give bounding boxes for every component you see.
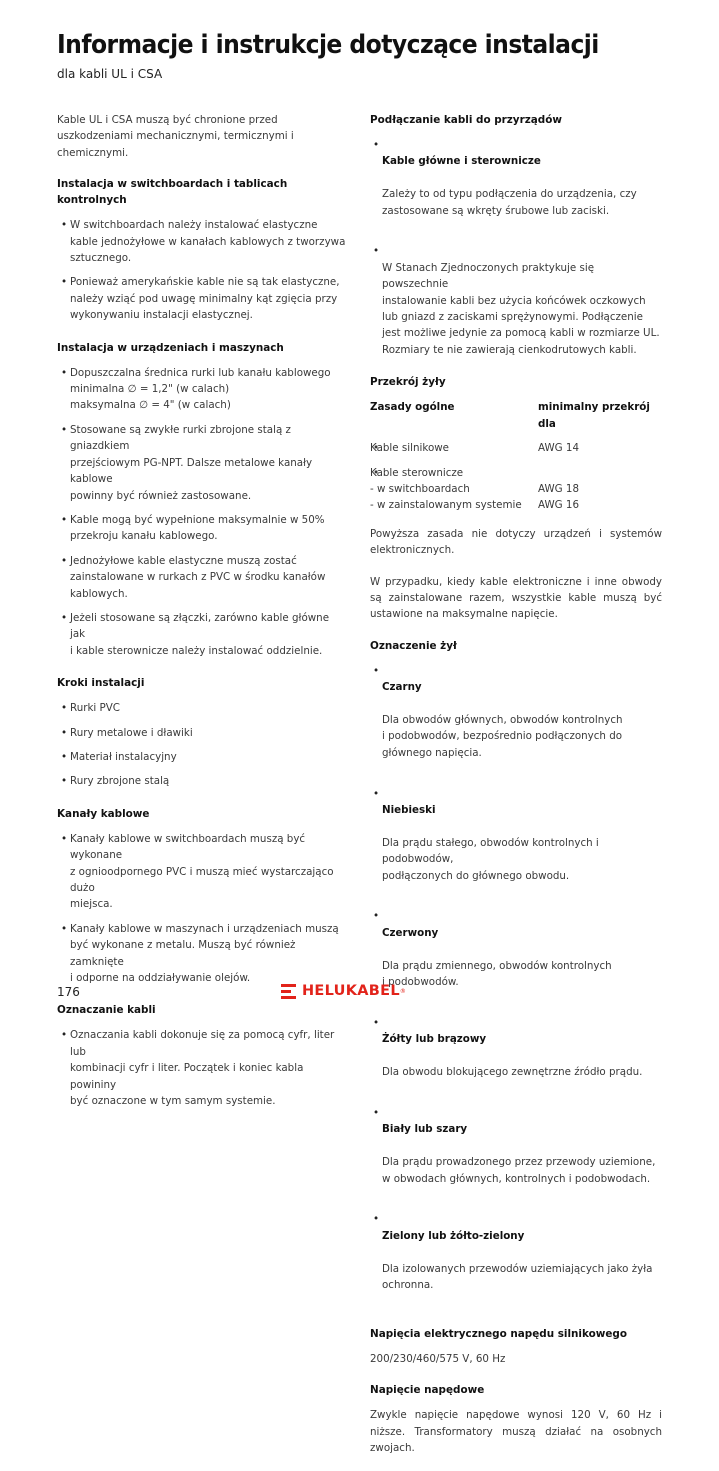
logo-registered-mark: ® (399, 987, 406, 995)
cross-section-table (370, 399, 662, 513)
table-row (370, 457, 662, 465)
item-title: • Kable główne i sterownicze (382, 155, 541, 168)
list-item: • W switchboardach należy instalować elastyczne kable jednożyłowe w kanałach kablowych z tworzywa sztucznego. (57, 217, 347, 266)
item-text: Dla izolowanych przewodów uziemiających jako żyła ochronna. (382, 1262, 653, 1291)
table-row (370, 481, 662, 497)
list-item: • Kable mogą być wypełnione maksymalnie w 50% przekroju kanału kablowego. (57, 512, 347, 545)
item-title: • Czarny (382, 681, 422, 694)
page-title: Informacje i instrukcje dotyczące instalacji (57, 30, 599, 60)
cross-section-note-2: W przypadku, kiedy kable elektroniczne i inne obwody są zainstalowane razem, wszystkie kable muszą być ustawione na maksymalne napięcie. (370, 575, 662, 621)
section-heading-motor-voltage: Napięcia elektrycznego napędu silnikowego (370, 1327, 627, 1340)
section-heading-cross-section: Przekrój żyły (370, 376, 446, 389)
item-title: • Czerwony (382, 926, 439, 939)
cross-section-note-1: Powyższa zasada nie dotyczy urządzeń i systemów elektronicznych. (370, 527, 662, 557)
list-item: • Jeżeli stosowane są złączki, zarówno kable główne jak i kable sterownicze należy instalować oddzielnie. (57, 610, 347, 659)
list-item: • Dopuszczalna średnica rurki lub kanału kablowego minimalna ∅ = 1,2" (w calach) maksymalna ∅ = 4" (w calach) (57, 365, 347, 414)
motor-voltage-text: 200/230/460/575 V, 60 Hz (370, 1352, 506, 1365)
list-item: • Jednożyłowe kable elastyczne muszą zostać zainstalowane w rurkach z PVC w środku kanałów kablowych. (57, 553, 347, 602)
list-switchboards (57, 217, 347, 323)
list-machines (57, 365, 347, 660)
logo-text: HELUKABEL (302, 983, 400, 999)
list-connection (370, 137, 662, 358)
item-text: Zależy to od typu podłączenia do urządzenia, czy zastosowane są wkręty śrubowe lub zaciski. (382, 188, 637, 217)
table-cell: AWG 14 (538, 442, 580, 455)
list-item (370, 1015, 662, 1097)
list-item (370, 137, 662, 235)
table-cell: - w zainstalowanym systemie (370, 499, 522, 512)
list-item (370, 243, 662, 358)
table-header-min-section: minimalny przekrój dla (538, 401, 650, 430)
list-item: • Rury metalowe i dławiki (57, 725, 347, 741)
item-text: Dla obwodu blokującego zewnętrzne źródło prądu. (382, 1066, 643, 1079)
logo-mark-icon (281, 984, 296, 999)
section-heading-connection: Podłączanie kabli do przyrządów (370, 114, 562, 126)
list-wire-colors (370, 663, 662, 1310)
helukabel-logo (281, 983, 406, 999)
table-cell: - w switchboardach (370, 482, 470, 495)
section-heading-cable-ducts: Kanały kablowe (57, 807, 150, 820)
item-text: Dla prądu zmiennego, obwodów kontrolnych i podobwodów. (382, 959, 612, 989)
item-text: Dla prądu prowadzonego przez przewody uziemione, w obwodach głównych, kontrolnych i podobwodach. (382, 1156, 656, 1185)
item-title: • Niebieski (382, 804, 436, 816)
list-item: • Stosowane są zwykłe rurki zbrojone stalą z gniazdkiem przejściowym PG-NPT. Dalsze metalowe kanały kablowe powinny być również zastosowane. (57, 422, 347, 504)
page-subtitle: dla kabli UL i CSA (57, 67, 163, 81)
intro-paragraph: Kable UL i CSA muszą być chronione przed uszkodzeniami mechanicznymi, termicznymi i chemicznymi. (57, 114, 294, 159)
section-heading-install-steps: Kroki instalacji (57, 677, 145, 690)
list-cable-marking (57, 1027, 347, 1109)
item-text: W Stanach Zjednoczonych praktykuje się powszechnie instalowanie kabli bez użycia końcówek oczkowych lub gniazd z zaciskami sprężynowymi. Podłączenie jest możliwe jedynie za pomocą kabli w rozmiarze UL. Rozmiary te nie zawierają cienkodrutowych kabli. (382, 261, 660, 356)
list-item (370, 1211, 662, 1309)
table-cell: AWG 18 (538, 482, 580, 495)
list-item: • Materiał instalacyjny (57, 749, 347, 765)
list-item (370, 1105, 662, 1203)
list-item: • Ponieważ amerykańskie kable nie są tak elastyczne, należy wziąć pod uwagę minimalny kąt zgięcia przy wykonywaniu instalacji elastycznej. (57, 274, 347, 323)
list-item (370, 786, 662, 901)
table-row (370, 497, 662, 513)
list-item (370, 663, 662, 778)
item-title: • Żółty lub brązowy (382, 1033, 487, 1046)
item-title: • Zielony lub żółto-zielony (382, 1229, 525, 1242)
section-heading-wire-marking: Oznaczenie żył (370, 639, 457, 652)
section-heading-switchboards: Instalacja w switchboardach i tablicach kontrolnych (57, 178, 288, 207)
left-column (57, 112, 347, 1125)
list-install-steps (57, 700, 347, 790)
table-row (370, 465, 662, 481)
list-item: • Kanały kablowe w maszynach i urządzeniach muszą być wykonane z metalu. Muszą być również zamknięte i odporne na oddziaływanie olejów. (57, 921, 347, 987)
drive-voltage-text: Zwykle napięcie napędowe wynosi 120 V, 60 Hz i niższe. Transformatory muszą działać na osobnych zwojach. (370, 1409, 662, 1454)
table-cell: • Kable silnikowe (370, 440, 538, 456)
page-number: 176 (57, 985, 80, 999)
table-cell: • Kable sterownicze (370, 465, 538, 481)
section-heading-cable-marking: Oznaczanie kabli (57, 1004, 156, 1017)
item-text: Dla obwodów głównych, obwodów kontrolnych i podobwodów, bezpośrednio podłączonych do głównego napięcia. (382, 713, 623, 759)
table-row (370, 440, 662, 456)
list-item: • Oznaczania kabli dokonuje się za pomocą cyfr, liter lub kombinacji cyfr i liter. Początek i koniec kabla powininy być oznaczone w tym samym systemie. (57, 1027, 347, 1109)
table-header-rules: Zasady ogólne (370, 401, 455, 414)
section-heading-machines: Instalacja w urządzeniach i maszynach (57, 341, 284, 354)
list-item: • Rury zbrojone stalą (57, 773, 347, 789)
table-cell: AWG 16 (538, 499, 580, 512)
list-item (370, 908, 662, 1006)
right-column (370, 112, 662, 1471)
section-heading-drive-voltage: Napięcie napędowe (370, 1384, 485, 1397)
item-text: Dla prądu stałego, obwodów kontrolnych i podobwodów, podłączonych do głównego obwodu. (382, 836, 599, 882)
list-cable-ducts (57, 831, 347, 987)
list-item: • Rurki PVC (57, 700, 347, 716)
list-item: • Kanały kablowe w switchboardach muszą być wykonane z ognioodpornego PVC i muszą mieć wystarczająco dużo miejsca. (57, 831, 347, 913)
item-title: • Biały lub szary (382, 1123, 468, 1136)
